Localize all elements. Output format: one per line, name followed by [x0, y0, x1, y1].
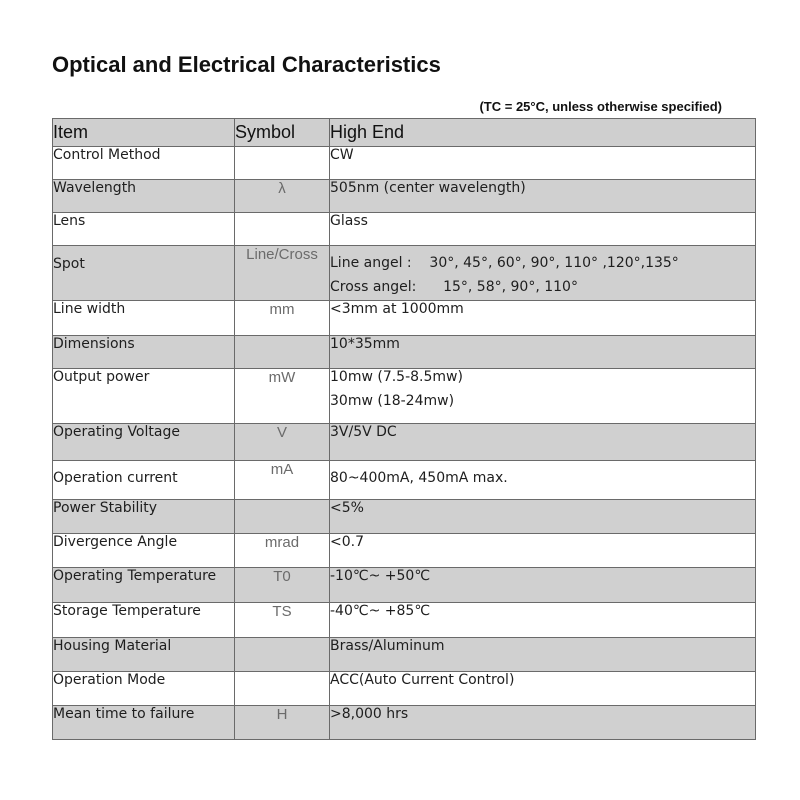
value-line: Line angel : 30°, 45°, 60°, 90°, 110° ,120°,135° — [330, 255, 679, 271]
symbol-cell: mA — [235, 461, 330, 500]
item-cell: Line width — [53, 301, 235, 336]
column-header-symbol: Symbol — [235, 119, 330, 147]
symbol-cell — [235, 638, 330, 672]
value-cell: 505nm (center wavelength) — [330, 180, 756, 213]
table-row — [53, 301, 756, 336]
symbol-cell — [235, 213, 330, 246]
value-cell: 10*35mm — [330, 336, 756, 369]
table-row — [53, 500, 756, 534]
column-header-item: Item — [53, 119, 235, 147]
item-cell: Power Stability — [53, 500, 235, 534]
item-cell: Output power — [53, 369, 235, 424]
item-cell: Wavelength — [53, 180, 235, 213]
table-row — [53, 603, 756, 638]
value-line: 30mw (18-24mw) — [330, 393, 455, 409]
table-row — [53, 180, 756, 213]
item-cell: Operation current — [53, 461, 235, 500]
table-row — [53, 213, 756, 246]
value-cell: 80~400mA, 450mA max. — [330, 461, 756, 500]
symbol-cell: T0 — [235, 568, 330, 603]
value-line: Cross angel: 15°, 58°, 90°, 110° — [330, 279, 578, 295]
value-cell: <0.7 — [330, 534, 756, 568]
table-row — [53, 424, 756, 461]
table-row — [53, 672, 756, 706]
condition-note: (TC = 25°C, unless otherwise specified) — [479, 99, 722, 114]
item-cell: Spot — [53, 246, 235, 301]
value-cell: <3mm at 1000mm — [330, 301, 756, 336]
table-row — [53, 369, 756, 424]
value-cell: ACC(Auto Current Control) — [330, 672, 756, 706]
symbol-cell — [235, 500, 330, 534]
item-cell: Operating Voltage — [53, 424, 235, 461]
characteristics-table — [52, 118, 756, 740]
symbol-cell — [235, 672, 330, 706]
table-row — [53, 461, 756, 500]
value-cell: 3V/5V DC — [330, 424, 756, 461]
value-line: 10mw (7.5-8.5mw) — [330, 369, 463, 385]
symbol-cell: H — [235, 706, 330, 740]
symbol-cell — [235, 336, 330, 369]
value-cell: -10℃~ +50℃ — [330, 568, 756, 603]
item-cell: Divergence Angle — [53, 534, 235, 568]
table-row — [53, 147, 756, 180]
page-title: Optical and Electrical Characteristics — [52, 52, 441, 77]
item-cell: Storage Temperature — [53, 603, 235, 638]
value-cell: Brass/Aluminum — [330, 638, 756, 672]
symbol-cell: TS — [235, 603, 330, 638]
symbol-cell: Line/Cross — [235, 246, 330, 301]
table-header-row — [53, 119, 756, 147]
value-cell: CW — [330, 147, 756, 180]
value-cell — [330, 369, 756, 424]
value-cell: -40℃~ +85℃ — [330, 603, 756, 638]
symbol-cell: mm — [235, 301, 330, 336]
item-cell: Control Method — [53, 147, 235, 180]
item-cell: Dimensions — [53, 336, 235, 369]
value-cell: Glass — [330, 213, 756, 246]
symbol-cell: mrad — [235, 534, 330, 568]
value-cell: <5% — [330, 500, 756, 534]
item-cell: Mean time to failure — [53, 706, 235, 740]
item-cell: Operation Mode — [53, 672, 235, 706]
column-header-high-end: High End — [330, 119, 756, 147]
table-row — [53, 638, 756, 672]
table-row — [53, 534, 756, 568]
table-row — [53, 568, 756, 603]
table-row — [53, 336, 756, 369]
symbol-cell: λ — [235, 180, 330, 213]
symbol-cell: V — [235, 424, 330, 461]
table-row — [53, 246, 756, 301]
symbol-cell: mW — [235, 369, 330, 424]
table-row — [53, 706, 756, 740]
item-cell: Housing Material — [53, 638, 235, 672]
symbol-cell — [235, 147, 330, 180]
value-cell — [330, 246, 756, 301]
value-cell: >8,000 hrs — [330, 706, 756, 740]
item-cell: Lens — [53, 213, 235, 246]
item-cell: Operating Temperature — [53, 568, 235, 603]
